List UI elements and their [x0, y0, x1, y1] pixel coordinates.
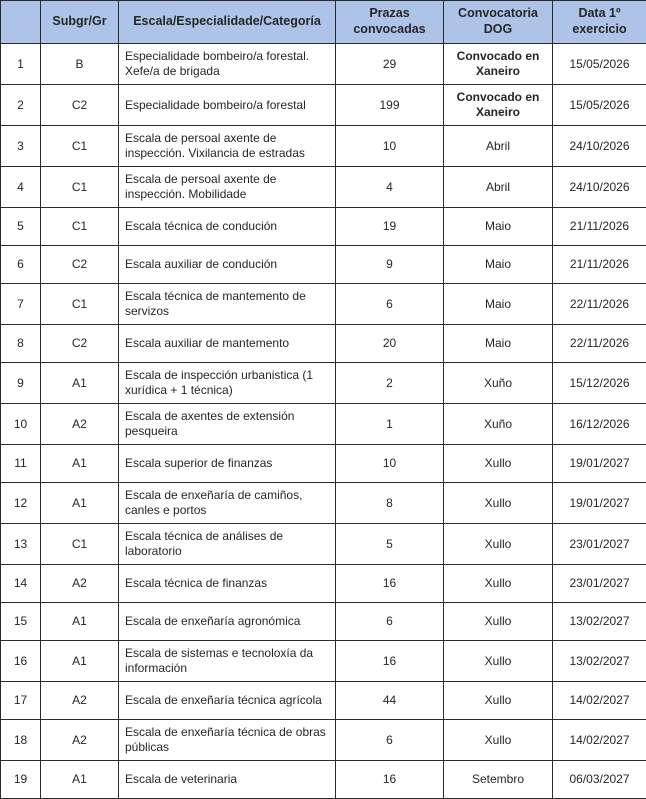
- cell-data-exercicio: 15/05/2026: [553, 44, 646, 85]
- table-row: [1, 603, 646, 641]
- cell-escala: Escala auxiliar de mantemento: [119, 325, 336, 363]
- cell-index: 15: [1, 603, 41, 641]
- cell-subgrupo: A2: [41, 404, 119, 445]
- cell-convocatoria: Xullo: [444, 524, 553, 565]
- table-row: [1, 720, 646, 761]
- cell-subgrupo: B: [41, 44, 119, 85]
- cell-convocatoria: Convocado en Xaneiro: [444, 44, 553, 85]
- column-header-convocatoria: [444, 1, 553, 44]
- cell-convocatoria: Xullo: [444, 483, 553, 524]
- cell-index: 9: [1, 363, 41, 404]
- table-row: [1, 641, 646, 682]
- cell-escala: Especialidade bombeiro/a forestal: [119, 85, 336, 126]
- cell-data-exercicio: 23/01/2027: [553, 524, 646, 565]
- column-header-prazas-line1: Prazas: [369, 6, 409, 20]
- cell-convocatoria: Xullo: [444, 565, 553, 603]
- cell-escala: Escala técnica de mantemento de servizos: [119, 284, 336, 325]
- cell-index: 14: [1, 565, 41, 603]
- cell-prazas: 19: [336, 208, 444, 246]
- cell-data-exercicio: 15/12/2026: [553, 363, 646, 404]
- cell-subgrupo: A1: [41, 603, 119, 641]
- table-row: [1, 85, 646, 126]
- cell-data-exercicio: 24/10/2026: [553, 167, 646, 208]
- cell-escala: Escala de veterinaria: [119, 761, 336, 799]
- cell-convocatoria: Abril: [444, 126, 553, 167]
- cell-escala: Especialidade bombeiro/a forestal. Xefe/a de brigada: [119, 44, 336, 85]
- table-row: [1, 761, 646, 799]
- cell-prazas: 9: [336, 246, 444, 284]
- cell-prazas: 20: [336, 325, 444, 363]
- cell-convocatoria: Xullo: [444, 445, 553, 483]
- cell-subgrupo: C1: [41, 284, 119, 325]
- cell-prazas: 2: [336, 363, 444, 404]
- cell-data-exercicio: 19/01/2027: [553, 445, 646, 483]
- cell-subgrupo: A2: [41, 720, 119, 761]
- cell-subgrupo: C1: [41, 524, 119, 565]
- cell-subgrupo: C2: [41, 325, 119, 363]
- cell-convocatoria: Xuño: [444, 363, 553, 404]
- table-body: [1, 44, 646, 799]
- column-header-data-line1: Data 1º: [578, 6, 620, 20]
- cell-escala: Escala técnica de finanzas: [119, 565, 336, 603]
- cell-prazas: 199: [336, 85, 444, 126]
- cell-index: 18: [1, 720, 41, 761]
- cell-prazas: 10: [336, 445, 444, 483]
- cell-escala: Escala de sistemas e tecnoloxía da información: [119, 641, 336, 682]
- cell-index: 7: [1, 284, 41, 325]
- table-row: [1, 325, 646, 363]
- cell-prazas: 6: [336, 603, 444, 641]
- column-header-convocatoria-line1: Convocatoria: [458, 6, 538, 20]
- cell-index: 3: [1, 126, 41, 167]
- cell-subgrupo: A1: [41, 445, 119, 483]
- cell-escala: Escala de enxeñaría técnica de obras públicas: [119, 720, 336, 761]
- cell-prazas: 8: [336, 483, 444, 524]
- cell-index: 13: [1, 524, 41, 565]
- column-header-escala: Escala/Especialidade/Categoría: [119, 1, 336, 44]
- table-row: [1, 208, 646, 246]
- table-row: [1, 167, 646, 208]
- cell-prazas: 16: [336, 761, 444, 799]
- cell-prazas: 5: [336, 524, 444, 565]
- cell-escala: Escala de axentes de extensión pesqueira: [119, 404, 336, 445]
- column-header-convocatoria-line2: DOG: [484, 22, 512, 36]
- cell-data-exercicio: 24/10/2026: [553, 126, 646, 167]
- cell-escala: Escala de inspección urbanistica (1 xurídica + 1 técnica): [119, 363, 336, 404]
- cell-convocatoria: Xullo: [444, 720, 553, 761]
- table-row: [1, 246, 646, 284]
- cell-prazas: 1: [336, 404, 444, 445]
- cell-subgrupo: C1: [41, 167, 119, 208]
- cell-convocatoria: Xullo: [444, 641, 553, 682]
- table-header-row: [1, 1, 646, 44]
- cell-subgrupo: C1: [41, 208, 119, 246]
- cell-convocatoria: Xuño: [444, 404, 553, 445]
- cell-index: 10: [1, 404, 41, 445]
- cell-escala: Escala de enxeñaría agronómica: [119, 603, 336, 641]
- cell-subgrupo: A1: [41, 483, 119, 524]
- cell-data-exercicio: 22/11/2026: [553, 284, 646, 325]
- cell-subgrupo: C2: [41, 85, 119, 126]
- cell-escala: Escala de persoal axente de inspección. Mobilidade: [119, 167, 336, 208]
- cell-prazas: 16: [336, 565, 444, 603]
- cell-subgrupo: C1: [41, 126, 119, 167]
- column-header-subgrupo: Subgr/Gr: [41, 1, 119, 44]
- cell-data-exercicio: 14/02/2027: [553, 720, 646, 761]
- column-header-prazas-line2: convocadas: [353, 22, 425, 36]
- cell-subgrupo: C2: [41, 246, 119, 284]
- table-row: [1, 404, 646, 445]
- cell-convocatoria: Xullo: [444, 682, 553, 720]
- column-header-prazas: [336, 1, 444, 44]
- table-header: [1, 1, 646, 44]
- cell-prazas: 29: [336, 44, 444, 85]
- cell-subgrupo: A1: [41, 641, 119, 682]
- cell-subgrupo: A2: [41, 565, 119, 603]
- cell-prazas: 16: [336, 641, 444, 682]
- cell-subgrupo: A1: [41, 363, 119, 404]
- cell-convocatoria: Abril: [444, 167, 553, 208]
- cell-convocatoria: Maio: [444, 325, 553, 363]
- cell-data-exercicio: 23/01/2027: [553, 565, 646, 603]
- cell-index: 19: [1, 761, 41, 799]
- cell-index: 17: [1, 682, 41, 720]
- cell-index: 8: [1, 325, 41, 363]
- cell-data-exercicio: 21/11/2026: [553, 246, 646, 284]
- cell-prazas: 4: [336, 167, 444, 208]
- cell-prazas: 44: [336, 682, 444, 720]
- cell-data-exercicio: 15/05/2026: [553, 85, 646, 126]
- cell-index: 4: [1, 167, 41, 208]
- cell-data-exercicio: 22/11/2026: [553, 325, 646, 363]
- cell-escala: Escala técnica de condución: [119, 208, 336, 246]
- column-header-data-line2: exercicio: [572, 22, 626, 36]
- table-row: [1, 483, 646, 524]
- cell-prazas: 6: [336, 720, 444, 761]
- cell-data-exercicio: 06/03/2027: [553, 761, 646, 799]
- cell-index: 2: [1, 85, 41, 126]
- cell-escala: Escala superior de finanzas: [119, 445, 336, 483]
- cell-index: 6: [1, 246, 41, 284]
- cell-index: 1: [1, 44, 41, 85]
- cell-escala: Escala auxiliar de condución: [119, 246, 336, 284]
- cell-data-exercicio: 13/02/2027: [553, 603, 646, 641]
- column-header-index: [1, 1, 41, 44]
- table-row: [1, 126, 646, 167]
- cell-data-exercicio: 19/01/2027: [553, 483, 646, 524]
- cell-prazas: 6: [336, 284, 444, 325]
- cell-convocatoria: Xullo: [444, 603, 553, 641]
- cell-subgrupo: A2: [41, 682, 119, 720]
- cell-prazas: 10: [336, 126, 444, 167]
- cell-convocatoria: Maio: [444, 284, 553, 325]
- cell-data-exercicio: 13/02/2027: [553, 641, 646, 682]
- table-row: [1, 565, 646, 603]
- table-row: [1, 524, 646, 565]
- cell-index: 5: [1, 208, 41, 246]
- cell-escala: Escala técnica de análises de laboratorio: [119, 524, 336, 565]
- cell-data-exercicio: 21/11/2026: [553, 208, 646, 246]
- cell-subgrupo: A1: [41, 761, 119, 799]
- table-row: [1, 284, 646, 325]
- table-row: [1, 44, 646, 85]
- table-row: [1, 445, 646, 483]
- cell-data-exercicio: 14/02/2027: [553, 682, 646, 720]
- cell-index: 12: [1, 483, 41, 524]
- cell-escala: Escala de persoal axente de inspección. Vixilancia de estradas: [119, 126, 336, 167]
- cell-index: 16: [1, 641, 41, 682]
- cell-convocatoria: Maio: [444, 208, 553, 246]
- cell-index: 11: [1, 445, 41, 483]
- cell-escala: Escala de enxeñaría técnica agrícola: [119, 682, 336, 720]
- cell-data-exercicio: 16/12/2026: [553, 404, 646, 445]
- cell-convocatoria: Maio: [444, 246, 553, 284]
- table-row: [1, 682, 646, 720]
- table-row: [1, 363, 646, 404]
- column-header-data: [553, 1, 646, 44]
- cell-convocatoria: Setembro: [444, 761, 553, 799]
- cell-escala: Escala de enxeñaría de camiños, canles e portos: [119, 483, 336, 524]
- cell-convocatoria: Convocado en Xaneiro: [444, 85, 553, 126]
